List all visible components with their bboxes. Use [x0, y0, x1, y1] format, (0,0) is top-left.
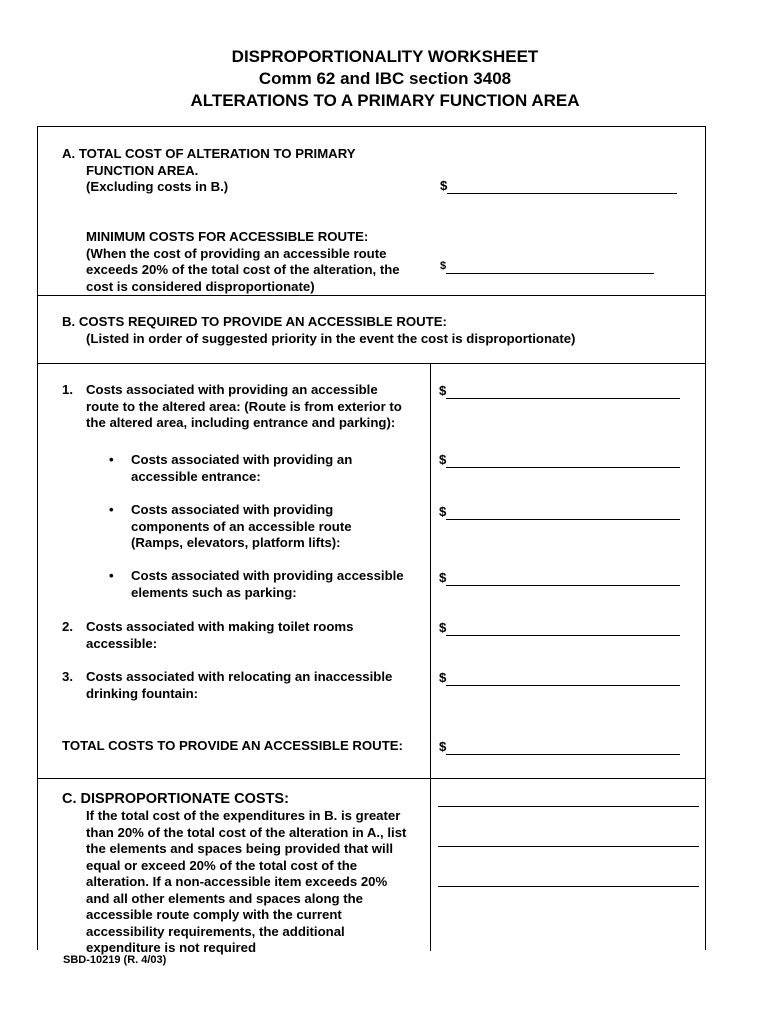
bullet-3-label: Costs associated with providing accessible elements such as parking: — [131, 568, 404, 600]
column-divider-b — [430, 363, 431, 778]
bullet-2-cost-field[interactable]: $ — [439, 504, 680, 520]
divider-b-c — [38, 778, 705, 779]
total-costs-label: TOTAL COSTS TO PROVIDE AN ACCESSIBLE ROUTE: — [62, 738, 403, 753]
bullet-1-label: Costs associated with providing an accessible entrance: — [131, 452, 353, 484]
item-2-cost-field[interactable]: $ — [439, 620, 680, 636]
document-subtitle: Comm 62 and IBC section 3408 — [258, 69, 512, 88]
item-1-number: 1. — [62, 382, 73, 397]
item-3-cost-field[interactable]: $ — [439, 670, 680, 686]
section-a-total-cost-label: A. TOTAL COST OF ALTERATION TO PRIMARY FUNCTION AREA. (Excluding costs in B.) — [62, 146, 356, 194]
item-2-number: 2. — [62, 619, 73, 634]
disproportionate-item-line-3[interactable] — [438, 886, 699, 887]
section-c-heading: C. DISPROPORTIONATE COSTS: — [62, 791, 289, 807]
divider-b-items — [38, 363, 705, 364]
total-costs-field[interactable]: $ — [439, 739, 680, 755]
item-3-label: Costs associated with relocating an inaccessible drinking fountain: — [86, 669, 393, 701]
total-alteration-cost-field[interactable]: $ — [440, 178, 677, 194]
disproportionate-item-line-2[interactable] — [438, 846, 699, 847]
section-c-body: If the total cost of the expenditures in B. is greater than 20% of the total cost of the alteration in A., list the elements and spaces being provided that will equal or exceed 20% of the total cost of the alteration. If a non-accessible item exceeds 20% and all other elements and spaces along the accessible route comply with the current accessibility requirements, the additional expenditure is not required — [86, 808, 407, 955]
document-subtitle-2: ALTERATIONS TO A PRIMARY FUNCTION AREA — [190, 91, 580, 110]
item-1-label: Costs associated with providing an accessible route to the altered area: (Route is from exterior to the altered area, including entrance and parking): — [86, 382, 402, 430]
item-1-cost-field[interactable]: $ — [439, 383, 680, 399]
item-2-label: Costs associated with making toilet rooms accessible: — [86, 619, 354, 651]
divider-a-b — [38, 295, 705, 296]
section-a-min-cost-label: MINIMUM COSTS FOR ACCESSIBLE ROUTE: (When the cost of providing an accessible route exceeds 20% of the total cost of the alteration, the cost is considered disproportionate) — [86, 229, 400, 294]
bullet-1-cost-field[interactable]: $ — [439, 452, 680, 468]
bullet-1-marker: • — [109, 452, 114, 467]
form-number: SBD-10219 (R. 4/03) — [63, 954, 167, 966]
bullet-2-marker: • — [109, 502, 114, 517]
min-accessible-route-cost-field[interactable]: $ — [440, 258, 654, 274]
column-divider-c — [430, 778, 431, 951]
bullet-3-marker: • — [109, 568, 114, 583]
worksheet-form — [37, 126, 706, 955]
bullet-2-label: Costs associated with providing components of an accessible route (Ramps, elevators, platform lifts): — [131, 502, 352, 550]
document-title: DISPROPORTIONALITY WORKSHEET — [231, 47, 539, 66]
disproportionate-item-line-1[interactable] — [438, 806, 699, 807]
item-3-number: 3. — [62, 669, 73, 684]
bullet-3-cost-field[interactable]: $ — [439, 570, 680, 586]
document-header — [0, 46, 770, 112]
section-b-heading: B. COSTS REQUIRED TO PROVIDE AN ACCESSIBLE ROUTE: (Listed in order of suggested priority in the event the cost is disproportionate) — [62, 314, 576, 346]
